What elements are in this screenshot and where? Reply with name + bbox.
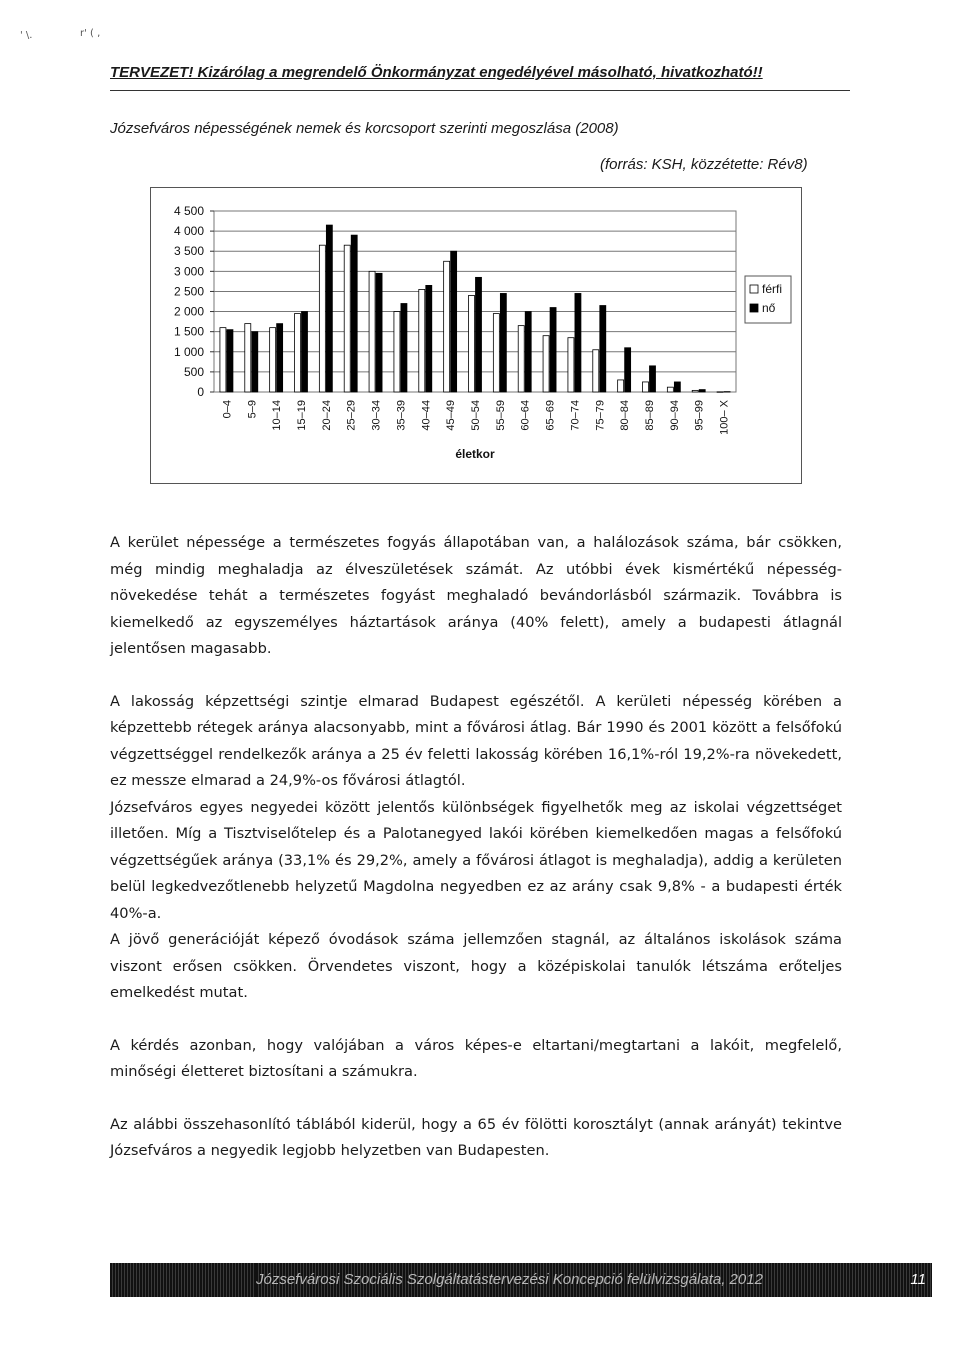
y-tick-label: 1 000 xyxy=(173,344,204,359)
bar-ferfi xyxy=(444,261,450,392)
legend-swatch-no xyxy=(750,304,758,312)
x-tick-label: 85–89 xyxy=(644,400,656,431)
x-tick-label: 65–69 xyxy=(544,400,557,431)
bar-no xyxy=(600,306,606,392)
chart-source: (forrás: KSH, közzétette: Rév8) xyxy=(600,156,808,173)
bar-ferfi xyxy=(295,314,301,392)
scan-mark-left: ' \. xyxy=(20,30,33,41)
bar-ferfi xyxy=(245,324,251,392)
x-tick-label: 90–94 xyxy=(668,400,681,431)
bar-ferfi xyxy=(618,380,624,392)
chart-title: Józsefváros népességének nemek és korcsoport szerinti megoszlása (2008) xyxy=(110,120,619,137)
bar-ferfi xyxy=(344,245,350,392)
body-text xyxy=(110,530,842,1165)
bar-no xyxy=(351,235,357,392)
x-tick-label: 60–64 xyxy=(519,400,532,431)
bar-no xyxy=(252,332,258,392)
y-tick-label: 2 500 xyxy=(173,284,204,299)
footer-title: Józsefvárosi Szociális Szolgáltatástervezési Koncepció felülvizsgálata, 2012 xyxy=(256,1271,763,1288)
x-axis-title: életkor xyxy=(455,447,495,461)
x-tick-label: 70–74 xyxy=(569,400,582,431)
bar-ferfi xyxy=(419,289,425,392)
bar-no xyxy=(277,324,283,392)
population-chart-svg xyxy=(151,188,801,483)
x-tick-label: 95–99 xyxy=(693,400,706,431)
x-tick-label: 80–84 xyxy=(619,400,632,431)
bar-ferfi xyxy=(394,312,400,392)
y-tick-label: 2 000 xyxy=(173,304,204,319)
bar-no xyxy=(724,392,730,393)
bar-no xyxy=(376,273,382,392)
y-tick-label: 0 xyxy=(197,385,204,399)
bar-ferfi xyxy=(643,382,649,392)
bar-ferfi xyxy=(469,295,475,392)
bar-no xyxy=(476,277,482,392)
footer-band-left xyxy=(110,1263,256,1297)
draft-notice: TERVEZET! Kizárólag a megrendelő Önkormányzat engedélyével másolható, hivatkozható!! xyxy=(110,64,763,81)
paragraph-question: A kérdés azonban, hogy valójában a város képes-e eltartani/megtartani a lakóit, megfelelő, minőségi életteret biztosítani a számukra. xyxy=(110,1036,842,1080)
paragraph-children: A jövő generációját képező óvodások száma jellemzően stagnál, az általános iskolások száma viszont erősen csökken. Örvendetes viszont, hogy a középiskolai tanulók létszáma erőteljes emelkedést mutat. xyxy=(110,931,842,1001)
bar-no xyxy=(550,308,556,392)
bar-ferfi xyxy=(593,350,599,392)
x-tick-label: 100– X xyxy=(718,400,731,435)
bar-ferfi xyxy=(319,245,325,392)
legend-label-no: nő xyxy=(762,301,776,315)
x-tick-label: 75–79 xyxy=(594,400,607,431)
bar-ferfi xyxy=(270,328,276,392)
paragraph-education: A lakosság képzettségi szintje elmarad Budapest egészétől. A kerületi népesség körében a képzettebb rétegek aránya alacsonyabb, mint a fővárosi átlag. Bár 1990 és 2001 között a felsőfokú végzettséggel rendelkezők aránya a 25 év feletti lakosság körében 16,1%-ról 19,2%-ra növekedett, ez messze elmarad a 24,9%-os fővárosi átlagtól. xyxy=(110,692,842,789)
paragraph-districts: Józsefváros egyes negyedei között jelentős különbségek figyelhetők meg az iskolai végzettséget illetően. Míg a Tisztviselőtelep és a Palotanegyed lakói körében kiemelkedően magas a felsőfokú végzettségűek aránya (33,1% és 29,2%, amely a fővárosi átlagot is meghaladja), addig a kerületen belül legkedvezőtlenebb helyzetű Magdolna negyedben ez az arány csak 9,8% - a budapesti érték 40%-a. xyxy=(110,798,842,922)
legend-swatch-ferfi xyxy=(750,285,758,293)
bar-no xyxy=(575,293,581,392)
paragraph-comparison: Az alábbi összehasonlító táblából kiderül, hogy a 65 év fölötti korosztályt (annak arányát) tekintve Józsefváros a negyedik legjobb helyzetben van Budapesten. xyxy=(110,1115,842,1159)
x-tick-label: 0–4 xyxy=(221,400,234,419)
bar-no xyxy=(500,293,506,392)
y-tick-label: 500 xyxy=(183,364,204,379)
y-tick-label: 3 000 xyxy=(173,264,204,279)
bar-no xyxy=(227,330,233,392)
scan-mark-right: r' ( , xyxy=(80,28,101,39)
page-number: 11 xyxy=(910,1271,926,1288)
x-tick-label: 5–9 xyxy=(246,400,259,419)
header-divider xyxy=(110,90,850,91)
bar-no xyxy=(674,382,680,392)
bar-ferfi xyxy=(518,326,524,392)
bar-no xyxy=(401,304,407,392)
x-tick-label: 15–19 xyxy=(296,400,308,431)
bar-no xyxy=(650,366,656,392)
x-tick-label: 30–34 xyxy=(370,400,383,431)
bar-ferfi xyxy=(493,314,499,392)
x-tick-label: 20–24 xyxy=(320,400,333,431)
x-tick-label: 10–14 xyxy=(271,400,284,431)
x-tick-label: 35–39 xyxy=(395,400,408,431)
y-tick-label: 3 500 xyxy=(173,244,204,259)
population-chart xyxy=(150,187,802,484)
bar-no xyxy=(451,251,457,392)
x-tick-label: 40–44 xyxy=(420,400,433,431)
bar-ferfi xyxy=(568,338,574,392)
bar-ferfi xyxy=(220,328,226,392)
bar-ferfi xyxy=(717,392,723,393)
x-tick-label: 45–49 xyxy=(445,400,458,431)
bar-no xyxy=(699,390,705,392)
x-tick-label: 50–54 xyxy=(470,400,482,431)
y-tick-label: 4 000 xyxy=(173,224,204,239)
paragraph-population: A kerület népessége a természetes fogyás állapotában van, a halálozások száma, bár csökken, még mindig meghaladja az élveszületések számát. Az utóbbi évek kismértékű népesség-növekedése tehát a természetes fogyást meghaladó bevándorlásból származik. Továbbra is kiemelkedő az egyszemélyes háztartások aránya (40% felett), amely a budapesti átlagnál jelentősen magasabb. xyxy=(110,534,842,657)
plot-area xyxy=(214,211,736,392)
y-tick-label: 1 500 xyxy=(173,324,204,339)
legend-label-ferfi: férfi xyxy=(762,282,783,296)
bar-ferfi xyxy=(369,271,375,392)
bar-no xyxy=(326,225,332,392)
bar-no xyxy=(426,285,432,392)
y-tick-label: 4 500 xyxy=(173,204,204,218)
bar-no xyxy=(302,312,308,392)
x-tick-label: 25–29 xyxy=(345,400,358,431)
bar-no xyxy=(525,312,531,392)
x-tick-label: 55–59 xyxy=(494,400,507,431)
bar-no xyxy=(625,348,631,392)
bar-ferfi xyxy=(692,390,698,392)
bar-ferfi xyxy=(667,387,673,392)
bar-ferfi xyxy=(543,336,549,392)
